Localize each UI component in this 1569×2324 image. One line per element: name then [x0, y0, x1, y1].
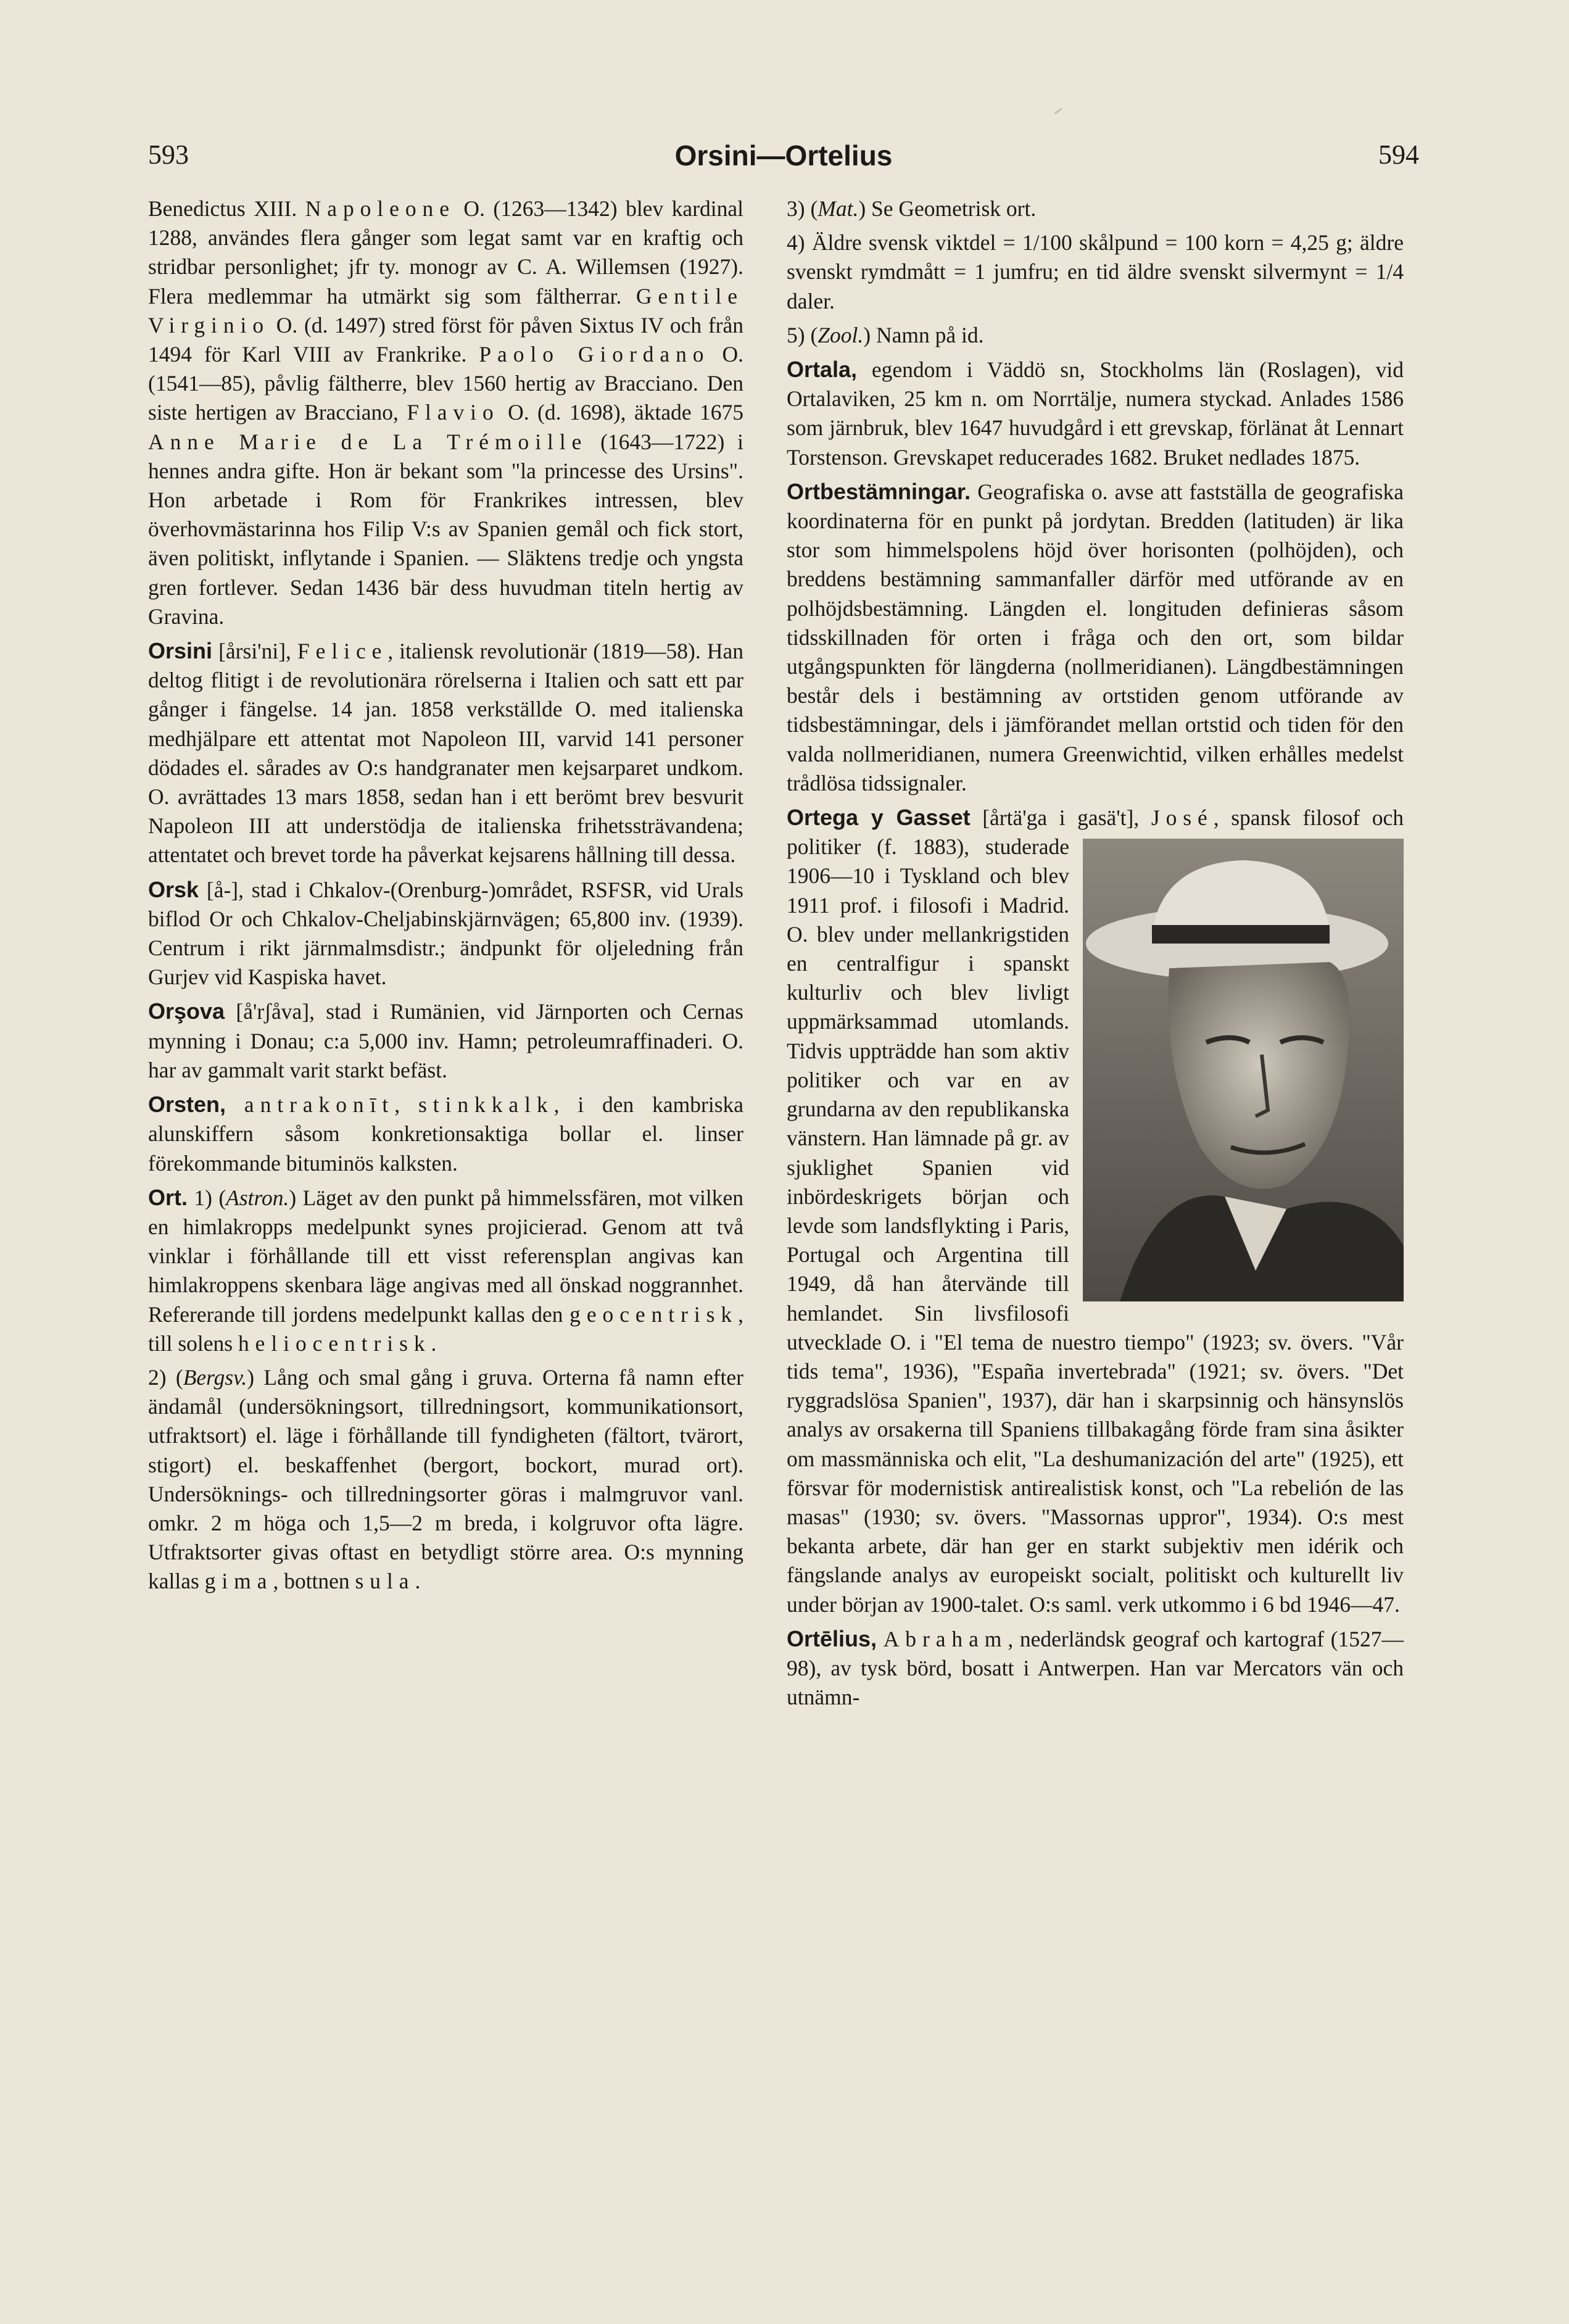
entry-ortbestamningar: Ortbestämningar. Geografiska o. avse att fastställa de geografiska koordinaterna för en punkt på jordytan. Bredden (latituden) är lika stor som himmelspolens höjd över horisonten (polhöjden), och breddens bestämning sammanfaller därför med utförande av en polhöjdsbestämning. Längden el. longituden definieras såsom tidsskillnaden för orten i fråga och den ort, som bildar utgångspunkten för längderna (nollmeridianen). Längdbestämningen består dels i bestämning av ortstiden genom utförande av tidsbestämningar, dels i jämförandet mellan ortstid och tiden för den valda nollmeridianen, numera Greenwichtid, vilken erhålles medelst trådlösa tidssignaler.: [787, 478, 1404, 795]
entry-headword: Orsk: [148, 876, 199, 902]
page-number-right: 594: [1378, 139, 1419, 170]
portrait-photo: [1083, 839, 1404, 1301]
paper-mark: [1054, 108, 1065, 117]
entry-headword: Ort.: [148, 1184, 188, 1210]
left-column: [148, 194, 743, 1601]
entry-orsini-family-continued: Benedictus XIII. Napoleone O. (1263—1342) blev kardinal 1288, användes flera gånger som legat samt var en kraftig och stridbar personlighet; jfr ty. monogr av C. A. Willemsen (1927). Flera medlemmar ha utmärkt sig som fältherrar. Gentile Virginio O. (d. 1497) stred först för påven Sixtus IV och från 1494 för Karl VIII av Frankrike. Paolo Giordano O. (1541—85), påvlig fältherre, blev 1560 hertig av Bracciano. Den siste hertigen av Bracciano, Flavio O. (d. 1698), äktade 1675 Anne Marie de La Trémoille (1643—1722) i hennes andra gifte. Hon är bekant som "la princesse des Ursins". Hon arbetade i Rom för Frankrikes intressen, blev överhovmästarinna hos Filip V:s av Spanien gemål och fick stort, även politiskt, inflytande i Spanien. — Släktens tredje och yngsta gren fortlever. Sedan 1436 bär dess huvudman titeln hertig av Gravina.: [148, 196, 744, 629]
page-number-left: 593: [148, 139, 189, 170]
entry-headword: Ortala,: [787, 357, 858, 383]
portrait-image: [1083, 839, 1404, 1301]
entry-ort-sense-4: 4) Äldre svensk viktdel = 1/100 skålpund = 100 korn = 4,25 g; äldre svenskt rymdmått = 1 jumfru; en tid äldre svenskt silvermynt = 1/4 daler.: [787, 230, 1404, 313]
entry-headword: Ortbestämningar.: [787, 478, 971, 504]
entry-headword: Ortega y Gasset: [787, 805, 971, 831]
entry-ortala: Ortala, egendom i Väddö sn, Stockholms län (Roslagen), vid Ortalaviken, 25 km n. om Norrtälje, numera styckad. Anlades 1586 som järnbruk, blev 1647 huvudgård i ett grevskap, förlänat åt Lennart Torstenson. Grevskapet reducerades 1682. Bruket nedlades 1875.: [787, 357, 1404, 470]
entry-headword: Ortēlius,: [787, 1625, 877, 1651]
entry-orsk: Orsk [å-], stad i Chkalov-(Orenburg-)området, RSFSR, vid Urals biflod Or och Chkalov-Cheljabinskjärnvägen; 65,800 inv. (1939). Centrum i rikt järnmalmsdistr.; ändpunkt för oljeledning från Gurjev vid Kaspiska havet.: [148, 876, 743, 990]
entry-headword: Orsten,: [148, 1092, 226, 1118]
entry-ort-sense-3: 3) (Mat.) Se Geometrisk ort.: [787, 196, 1037, 221]
right-column: [787, 194, 1404, 1717]
entry-orsten: Orsten, antrakonīt, stinkkalk, i den kambriska alunskiffern såsom konkretionsaktiga bollar el. linser förekommande bituminös kalksten.: [148, 1092, 744, 1176]
entry-ortelius: Ortēlius, Abraham, nederländsk geograf och kartograf (1527—98), av tysk börd, bosatt i Antwerpen. Han var Mercators vän och utnämn-: [787, 1625, 1404, 1710]
entry-orsova: Orşova [å'rʃåva], stad i Rumänien, vid Järnporten och Cernas mynning i Donau; c:a 5,000 inv. Hamn; petroleumraffinaderi. O. har av gammalt varit starkt befäst.: [148, 998, 743, 1082]
entry-ort: Ort. 1) (Astron.) Läget av den punkt på himmelssfären, mot vilken en himlakropps medelpunkt synes projicierad. Genom att två vinklar i förhållande till ett visst referensplan angivas kan himlakroppens skenbara läge angivas med all önskad noggrannhet. Refererande till jordens medelpunkt kallas den geocentrisk, till solens heliocentrisk.: [148, 1184, 743, 1356]
entry-ortega-y-gasset: Ortega y Gasset [årtä'ga i gasä't], José , spansk filosof och politiker (f. 1883), studerade 1906—10 i Tyskland och blev 1911 prof. i filosofi i Madrid. O. blev under mellankrigstiden en centralfigur i spanskt kulturliv och blev livligt uppmärksammad utomlands. Tidvis uppträdde han som aktiv politiker och var en av grundarna av den republikanska vänstern. Han lämnade på gr. av sjuklighet Spanien vid inbördeskrigets början och levde som landsflykting i Paris, Portugal och Argentina till 1949, då han återvände till hemlandet. Sin livsfilosofi utvecklade O. i "El tema de nuestro tiempo" (1923; sv. övers. "Vår tids tema", 1936), "España invertebrada" (1921; sv. övers. "Det ryggradslösa Spanien", 1937), där han i skarpsinnig och hänsynslös analys av orsakerna till Spaniens tillbakagång förde fram sina åsikter om massmänniska och elit, "La deshumanización del arte" (1925), ett försvar för modernistisk antirealistisk konst, och "La rebelión de las masas" (1930; sv. övers. "Massornas uppror", 1934). O:s mest bekanta arbete, där han ger en starkt subjektiv men idérik och fängslande analys av europeiskt socialt, politiskt och kulturellt liv under början av 1900-talet. O:s saml. verk utkommo i 6 bd 1946—47.: [787, 805, 1404, 1617]
entry-headword: Orsini: [148, 638, 213, 664]
page-header: [148, 139, 1419, 182]
entry-ort-sense-2: 2) (Bergsv.) Lång och smal gång i gruva. Orterna få namn efter ändamål (undersökningsort, tillredningsort, kommunikationsort, utfraktsort) el. läge i förhållande till fyndigheten (fältort, tvärort, stigort) el. beskaffenhet (bergort, bockort, murad ort). Undersöknings- och tillredningsorter göras i malmgruvor vanl. omkr. 2 m höga och 1,5—2 m breda, i kolgruvor ofta lägre. Utfraktsorter givas oftast en betydligt större area. O:s mynning kallas gima, bottnen sula.: [148, 1364, 743, 1594]
entry-orsini-felice: Orsini [årsi'ni], Felice, italiensk revolutionär (1819—58). Han deltog flitigt i de revolutionära rörelserna i Italien och satt ett par gånger i fängelse. 14 jan. 1858 verkställde O. med italienska medhjälpare ett attentat mot Napoleon III, varvid 141 personer dödades el. sårades av O:s handgranater men kejsarparet undkom. O. avrättades 13 mars 1858, sedan han i ett berömt brev besvurit Napoleon III att understödja de italienska frihetssträvandena; attentatet och brevet torde ha påverkat kejsarens hållning till dessa.: [148, 638, 743, 868]
entry-ort-sense-5: 5) (Zool.) Namn på id.: [787, 322, 984, 347]
running-title: Orsini—Ortelius: [674, 139, 893, 172]
entry-headword: Orşova: [148, 998, 225, 1024]
